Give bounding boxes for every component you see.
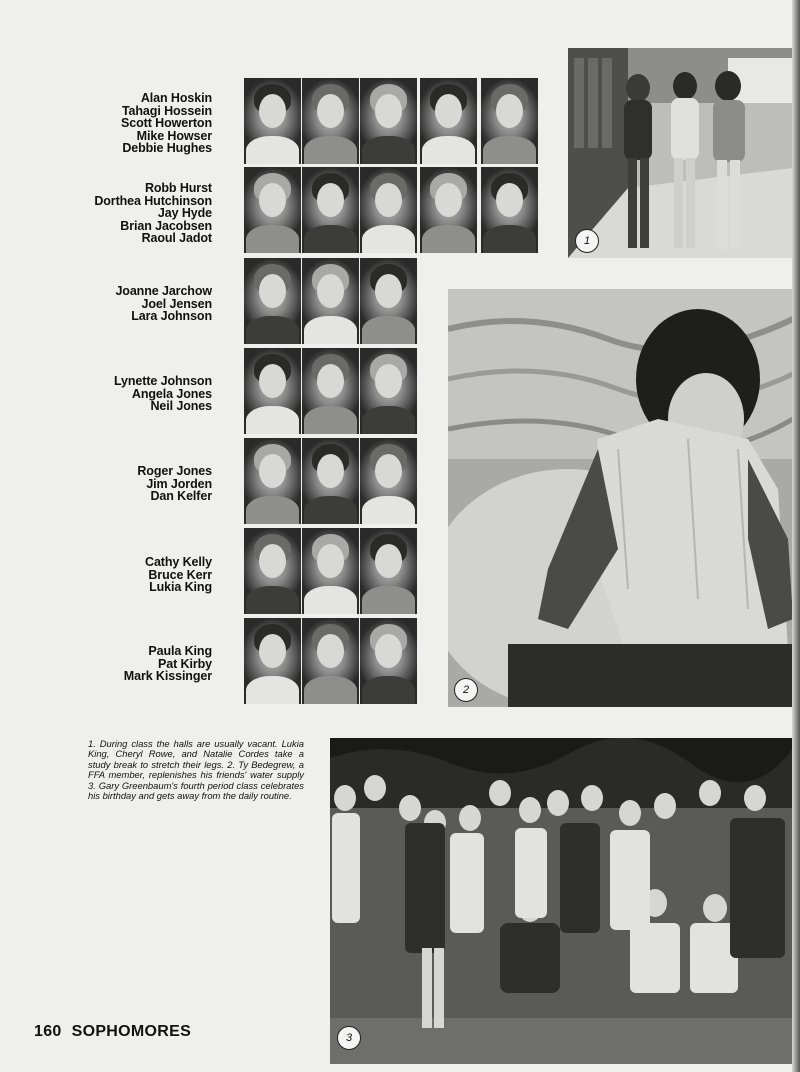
student-name: Alan Hoskin <box>140 91 212 105</box>
student-name: Raoul Jadot <box>141 231 212 246</box>
student-portrait <box>302 167 359 253</box>
page-footer <box>34 1023 201 1041</box>
student-portrait <box>244 167 301 253</box>
student-name: Bruce Kerr <box>148 567 212 582</box>
student-name: Paula King <box>148 644 212 658</box>
student-portrait <box>481 78 538 164</box>
photo-class-group-image <box>330 738 793 1064</box>
name-group-4 <box>114 375 212 413</box>
name-group-7 <box>124 645 212 683</box>
student-name: Neil Jones <box>150 399 212 414</box>
student-portrait <box>420 78 477 164</box>
student-name: Lara Johnson <box>131 309 212 324</box>
student-name: Pat Kirby <box>158 656 212 671</box>
student-portrait <box>360 258 417 344</box>
student-name: Dan Kelfer <box>150 489 212 504</box>
page-binding-edge <box>792 0 800 1072</box>
photo-water-supply <box>448 289 793 707</box>
name-group-2 <box>94 182 212 245</box>
student-name: Angela Jones <box>131 386 212 401</box>
student-portrait <box>420 167 477 253</box>
student-name: Dorthea Hutchinson <box>94 193 212 208</box>
student-portrait <box>360 167 417 253</box>
student-name: Mark Kissinger <box>123 669 212 684</box>
student-portrait <box>302 528 359 614</box>
name-group-1 <box>121 92 212 155</box>
photo-hallway <box>568 48 793 258</box>
student-portrait <box>244 438 301 524</box>
student-portrait <box>244 258 301 344</box>
student-name: Brian Jacobsen <box>120 218 212 233</box>
student-portrait <box>360 618 417 704</box>
student-portrait <box>360 438 417 524</box>
student-name: Mike Howser <box>136 128 212 143</box>
student-portrait <box>302 618 359 704</box>
student-portrait <box>302 348 359 434</box>
photo-hallway-image <box>568 48 793 258</box>
student-name: Tahagi Hossein <box>121 103 212 118</box>
student-portrait <box>302 78 359 164</box>
name-group-3 <box>115 285 212 323</box>
student-name: Jay Hyde <box>157 206 212 221</box>
photo-water-supply-image <box>448 289 793 707</box>
student-name: Joanne Jarchow <box>115 284 212 298</box>
student-portrait <box>360 528 417 614</box>
student-name: Debbie Hughes <box>122 141 212 156</box>
student-name: Roger Jones <box>137 464 212 478</box>
student-portrait <box>244 348 301 434</box>
student-name: Robb Hurst <box>144 181 212 195</box>
student-name: Lynette Johnson <box>113 374 212 388</box>
section-title: SOPHOMORES <box>71 1023 192 1040</box>
student-portrait <box>481 167 538 253</box>
photo-class-group <box>330 738 793 1064</box>
photo-caption: 1. During class the halls are usually vacant. Lukia King, Cheryl Rowe, and Natalie Cordes take a study break to stretch their legs. 2. Ty Bedegrew, a FFA member, replenishes his friends' water supply 3. Gary Greenbaum's fourth period class celebrates his birthday and gets away from the daily routine. <box>88 738 304 802</box>
student-portrait <box>302 258 359 344</box>
student-portrait <box>360 78 417 164</box>
name-group-5 <box>137 465 212 503</box>
student-portrait <box>244 618 301 704</box>
student-name: Joel Jensen <box>141 296 212 311</box>
student-name: Lukia King <box>149 580 212 595</box>
photo-number-badge: 3 <box>337 1026 361 1050</box>
photo-number-badge: 1 <box>575 229 599 253</box>
student-portrait <box>244 528 301 614</box>
photo-number-badge: 2 <box>454 678 478 702</box>
student-name: Jim Jorden <box>146 476 212 491</box>
name-group-6 <box>145 556 212 594</box>
student-portrait <box>360 348 417 434</box>
student-name: Scott Howerton <box>121 116 212 131</box>
page-number: 160 <box>34 1023 62 1040</box>
student-portrait <box>302 438 359 524</box>
student-name: Cathy Kelly <box>145 555 212 569</box>
student-portrait <box>244 78 301 164</box>
